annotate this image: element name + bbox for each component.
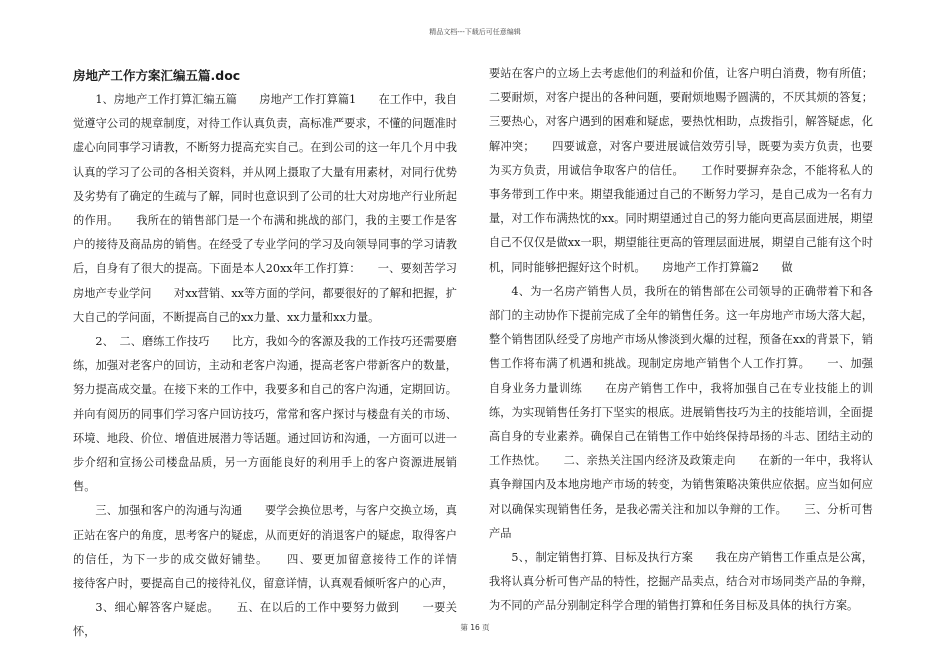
- page-header: 精品文档---下载后可任意编辑: [429, 28, 521, 36]
- paragraph: 三、加强和客户的沟通与沟通 要学会换位思考，与客户交换立场，真正站在客户的角度，思考客户的疑虑，从而更好的消退客户的疑虑，取得客户的信任，为下一步的成交做好铺垫。 四、要更加留意接待工作的详情 接待客户时，要提高自己的接待礼仪，留意详情，认真观看倾听客户的心声，: [73, 504, 480, 591]
- paragraph: 2、 二、磨练工作技巧 比方，我如今的客源及我的工作技巧还需要磨练，加强对老客户的回访，主动和老客户沟通，提高老客户带新客户的数量，努力提高成交量。在接下来的工作中，我要多和自己的客户沟通，定期回访。并向有阅历的同事们学习客户回访技巧，常常和客户探讨与楼盘有关的市场、环境、地段、价位、增值进展潜力等话题。通过回访和沟通，一方面可以进一步介绍和宣扬公司楼盘品质，另一方面能良好的利用手上的客户资源进展销售。: [73, 335, 457, 494]
- paragraph: 4、为一名房产销售人员，我所在的销售部在公司领导的正确带着下和各部门的主动协作下提前完成了全年的销售任务。这一年房地产市场大落大起，整个销售团队经受了房地产市场从惨淡到火爆的过程，预备在xx的背景下，销售工作将布满了机遇和挑战。现制定房地产销售个人工作打算。 一、加强自身业务力量训练 在房产销售工作中，我将加强自己在专业技能上的训练，为实现销售任务打下坚实的根底。进展销售技巧为主的技能培训，全面提高自身的专业素养。确保自己在销售工作中始终保持昂扬的斗志、团结主动的工作热忱。 二、亲热关注国内经济及政策走向 在新的一年中，我将认真争辩国内及本地房地产市场的转变，为销售策略决策供应依据。应当如何应对以确保实现销售任务，是我必需关注和加以争辩的工作。 三、分析可售产品: [489, 284, 873, 540]
- paragraph: 3、细心解答客户疑虑。 五、在以后的工作中要努力做到 一要关怀，: [73, 601, 457, 639]
- paragraph: 1、房地产工作打算汇编五篇 房地产工作打算篇1 在工作中，我自觉遵守公司的规章制度，对待工作认真负责，高标准严要求，不懂的问题准时虚心向同事学习请教，不断努力提高充实自己。在到公司的这一年几个月中我认真的学习了公司的各相关资料，并从网上摄取了大量有用素材，对同行优势及劣势有了确定的生疏与了解，同时也意识到了公司的壮大对房地产行业所起的作用。 我所在的销售部门是一个布满和挑战的部门，我的主要工作是客户的接待及商品房的销售。在经受了专业学问的学习及向领导同事的学习请教后，自身有了很大的提高。下面是本人20xx年工作打算： 一、要刻苦学习房地产专业学问 对xx营销、xx等方面的学问，都要很好的了解和把握，扩大自己的学问面，不断提高自己的xx力量、xx力量和xx力量。: [73, 93, 457, 324]
- paragraph: 要站在客户的立场上去考虑他们的利益和价值，让客户明白消费，物有所值；二要耐烦，对客户提出的各种问题，要耐烦地赐予圆满的，不厌其烦的答复；三要热心，对客户遇到的困难和疑虑，要热忱相助，点拨指引，解答疑虑，化解冲突； 四要诚意，对客户要进展诚信效劳引导，既要为卖方负责，也要为买方负责，用诚信争取客户的信任。 工作时要摒弃杂念，不能将私人的事务带到工作中来。期望我能通过自己的不断努力学习，是自己成为一名有力量，对工作布满热忱的xx。同时期望通过自己的努力能向更高层面进展，期望自己不仅仅是做xx一职，期望能往更高的管理层面进展，期望自己能有这个时机，同时能够把握好这个时机。 房地产工作打算篇2 做: [489, 67, 873, 274]
- paragraph: 5、，制定销售打算、目标及执行方案 我在房产销售工作重点是公寓，我将认真分析可售产品的特性，挖掘产品卖点，结合对市场同类产品的争辩，为不同的产品分别制定科学合理的销售打算和任务目标及具体的执行方案。: [489, 551, 873, 613]
- right-column: [489, 62, 873, 619]
- document-title: 房地产工作方案汇编五篇.doc: [73, 68, 241, 83]
- page-number: 第 16 页: [460, 623, 490, 632]
